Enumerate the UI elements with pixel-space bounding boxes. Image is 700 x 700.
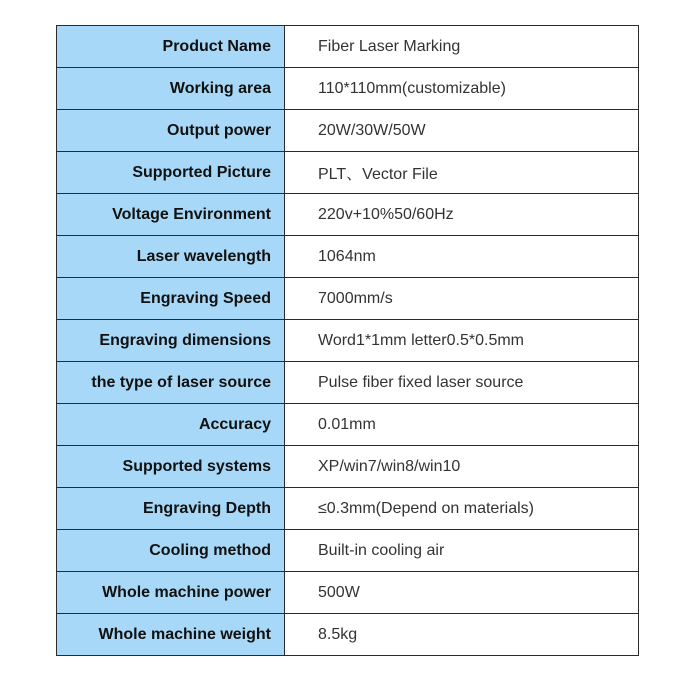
spec-label: Cooling method [57,530,285,572]
spec-label: Whole machine power [57,572,285,614]
spec-value: PLT、Vector File [285,152,639,194]
table-row [57,194,639,236]
spec-value: ≤0.3mm(Depend on materials) [285,488,639,530]
spec-value: Word1*1mm letter0.5*0.5mm [285,320,639,362]
spec-value: 0.01mm [285,404,639,446]
table-row [57,26,639,68]
spec-label: Engraving dimensions [57,320,285,362]
table-row [57,68,639,110]
table-row [57,404,639,446]
spec-label: Voltage Environment [57,194,285,236]
spec-label: Engraving Depth [57,488,285,530]
table-row [57,110,639,152]
table-row [57,278,639,320]
spec-label: Output power [57,110,285,152]
table-row [57,530,639,572]
spec-label: Whole machine weight [57,614,285,656]
spec-label: Supported Picture [57,152,285,194]
table-row [57,488,639,530]
table-row [57,236,639,278]
spec-label: Supported systems [57,446,285,488]
table-row [57,320,639,362]
spec-label: Engraving Speed [57,278,285,320]
table-row [57,572,639,614]
spec-value: 500W [285,572,639,614]
spec-value: 20W/30W/50W [285,110,639,152]
table-row [57,362,639,404]
table-row [57,152,639,194]
spec-value: XP/win7/win8/win10 [285,446,639,488]
spec-table [56,25,639,656]
spec-label: Product Name [57,26,285,68]
spec-value: Fiber Laser Marking [285,26,639,68]
spec-label: Accuracy [57,404,285,446]
spec-value: Built-in cooling air [285,530,639,572]
spec-label: Laser wavelength [57,236,285,278]
table-row [57,614,639,656]
spec-value: 7000mm/s [285,278,639,320]
spec-label: the type of laser source [57,362,285,404]
spec-value: Pulse fiber fixed laser source [285,362,639,404]
spec-label: Working area [57,68,285,110]
spec-value: 110*110mm(customizable) [285,68,639,110]
spec-value: 220v+10%50/60Hz [285,194,639,236]
spec-value: 8.5kg [285,614,639,656]
spec-value: 1064nm [285,236,639,278]
table-row [57,446,639,488]
